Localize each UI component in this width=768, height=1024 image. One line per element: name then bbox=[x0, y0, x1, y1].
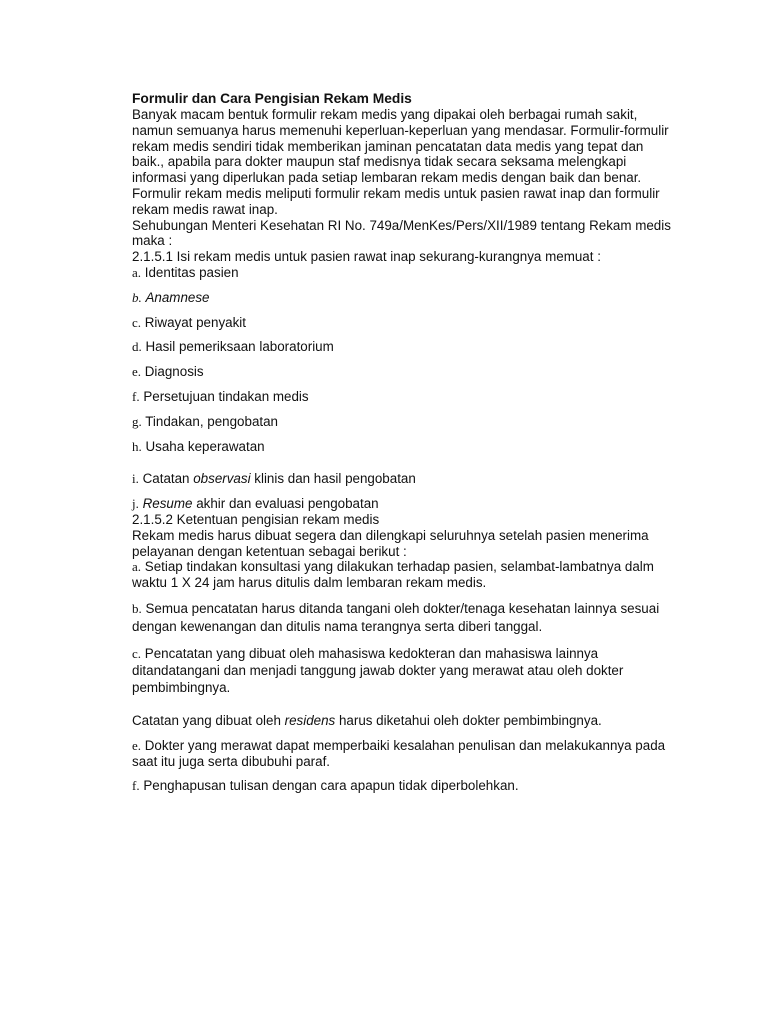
list-marker: b. bbox=[132, 289, 142, 305]
list-item-text: Riwayat penyakit bbox=[144, 314, 246, 330]
rule-text: harus diketahui oleh dokter pembimbingnya. bbox=[335, 712, 602, 728]
list-item bbox=[132, 364, 702, 380]
list-item bbox=[132, 496, 702, 512]
rule-item bbox=[132, 559, 702, 591]
list-marker: e. bbox=[132, 364, 142, 380]
rule-line bbox=[132, 778, 702, 794]
list-item-emphasis: Resume bbox=[142, 496, 193, 512]
section-intro-line: Rekam medis harus dibuat segera dan dilengkapi seluruhnya setelah pasien menerima bbox=[132, 527, 649, 543]
intro-line: 2.1.5.1 Isi rekam medis untuk pasien rawat inap sekurang-kurangnya memuat : bbox=[132, 249, 601, 265]
list-item bbox=[132, 290, 702, 306]
document-page bbox=[132, 91, 702, 794]
rule-emphasis: residens bbox=[284, 712, 336, 728]
list-item-text: Identitas pasien bbox=[144, 264, 239, 280]
list-marker: i. bbox=[132, 471, 139, 487]
list-marker: f. bbox=[132, 778, 140, 794]
rule-text: Penghapusan tulisan dengan cara apapun tidak diperbolehkan. bbox=[143, 778, 519, 794]
list-marker: d. bbox=[132, 339, 142, 355]
list-item bbox=[132, 439, 702, 455]
rule-text: Pencatatan yang dibuat oleh mahasiswa kedokteran dan mahasiswa lainnya bbox=[144, 645, 599, 661]
list-item-text: Hasil pemeriksaan laboratorium bbox=[145, 339, 334, 355]
list-item bbox=[132, 339, 702, 355]
rule-text: waktu 1 X 24 jam harus ditulis dalm lembaran rekam medis. bbox=[132, 575, 487, 591]
intro-line: informasi yang diperlukan pada setiap lembaran rekam medis dengan baik dan benar. bbox=[132, 170, 642, 186]
list-item-text: klinis dan hasil pengobatan bbox=[250, 471, 416, 487]
intro-line: Banyak macam bentuk formulir rekam medis yang dipakai oleh berbagai rumah sakit, bbox=[132, 107, 638, 122]
list-item bbox=[132, 471, 702, 487]
list-marker: g. bbox=[132, 413, 142, 429]
list-marker: a. bbox=[132, 264, 142, 280]
list-item-text: Tindakan, pengobatan bbox=[145, 413, 279, 429]
list-marker: h. bbox=[132, 438, 142, 454]
rule-text: Dokter yang merawat dapat memperbaiki kesalahan penulisan dan melakukannya pada bbox=[144, 737, 666, 753]
list-item-text: Anamnese bbox=[145, 289, 210, 305]
list-item-emphasis: observasi bbox=[193, 471, 251, 487]
rule-text: saat itu juga serta dibubuhi paraf. bbox=[132, 753, 331, 769]
rule-text: pembimbingnya. bbox=[132, 679, 231, 695]
rule-text: Catatan yang dibuat oleh bbox=[132, 712, 285, 728]
rule-line bbox=[132, 559, 702, 575]
intro-line: rekam medis sendiri tidak memberikan jaminan pencatatan data medis yang tepat dan bbox=[132, 138, 644, 154]
rule-text: Semua pencatatan harus ditanda tangani oleh dokter/tenaga kesehatan lainnya sesuai bbox=[145, 600, 660, 616]
list-marker: c. bbox=[132, 645, 142, 661]
list-item bbox=[132, 265, 702, 281]
list-marker: f. bbox=[132, 388, 140, 404]
list-marker: j. bbox=[132, 496, 139, 512]
list-item-text: Usaha keperawatan bbox=[145, 438, 265, 454]
rule-item bbox=[132, 738, 702, 770]
rule-line bbox=[132, 645, 702, 662]
list-item-text: Persetujuan tindakan medis bbox=[143, 388, 309, 404]
rule-line bbox=[132, 600, 702, 618]
rule-item bbox=[132, 713, 702, 729]
intro-line: maka : bbox=[132, 233, 173, 249]
content-list bbox=[132, 265, 702, 512]
section-intro-line: pelayanan dengan ketentuan sebagai berikut : bbox=[132, 543, 407, 559]
list-item-text: akhir dan evaluasi pengobatan bbox=[192, 496, 379, 512]
list-item bbox=[132, 315, 702, 331]
list-item bbox=[132, 414, 702, 430]
list-marker: a. bbox=[132, 559, 142, 575]
list-item-text: Catatan bbox=[142, 471, 194, 487]
intro-line: Sehubungan Menteri Kesehatan RI No. 749a/MenKes/Pers/XII/1989 tentang Rekam medis bbox=[132, 217, 671, 233]
rule-text: dengan kewenangan dan ditulis nama terangnya serta diberi tanggal. bbox=[132, 618, 543, 634]
intro-paragraph bbox=[132, 107, 702, 265]
intro-line: Formulir rekam medis meliputi formulir rekam medis untuk pasien rawat inap dan formulir bbox=[132, 185, 660, 201]
document-title: Formulir dan Cara Pengisian Rekam Medis bbox=[132, 91, 412, 106]
list-item-text: Diagnosis bbox=[144, 364, 204, 380]
rule-item bbox=[132, 778, 702, 794]
list-marker: c. bbox=[132, 314, 142, 330]
intro-line: baik., apabila para dokter maupun staf medisnya tidak secara seksama melengkapi bbox=[132, 154, 627, 170]
rule-item bbox=[132, 600, 702, 636]
intro-line: namun semuanya harus memenuhi keperluan-keperluan yang mendasar. Formulir-formulir bbox=[132, 122, 669, 138]
list-marker: e. bbox=[132, 737, 142, 753]
rule-text: Setiap tindakan konsultasi yang dilakukan terhadap pasien, selambat-lambatnya dalm bbox=[144, 559, 654, 575]
rule-text: ditandatangani dan menjadi tanggung jawab dokter yang merawat atau oleh dokter bbox=[132, 662, 624, 678]
list-marker: b. bbox=[132, 600, 142, 616]
rule-item bbox=[132, 645, 702, 696]
section-heading: 2.1.5.2 Ketentuan pengisian rekam medis bbox=[132, 511, 380, 527]
list-item bbox=[132, 389, 702, 405]
rule-line bbox=[132, 738, 702, 754]
intro-line: rekam medis rawat inap. bbox=[132, 201, 278, 217]
